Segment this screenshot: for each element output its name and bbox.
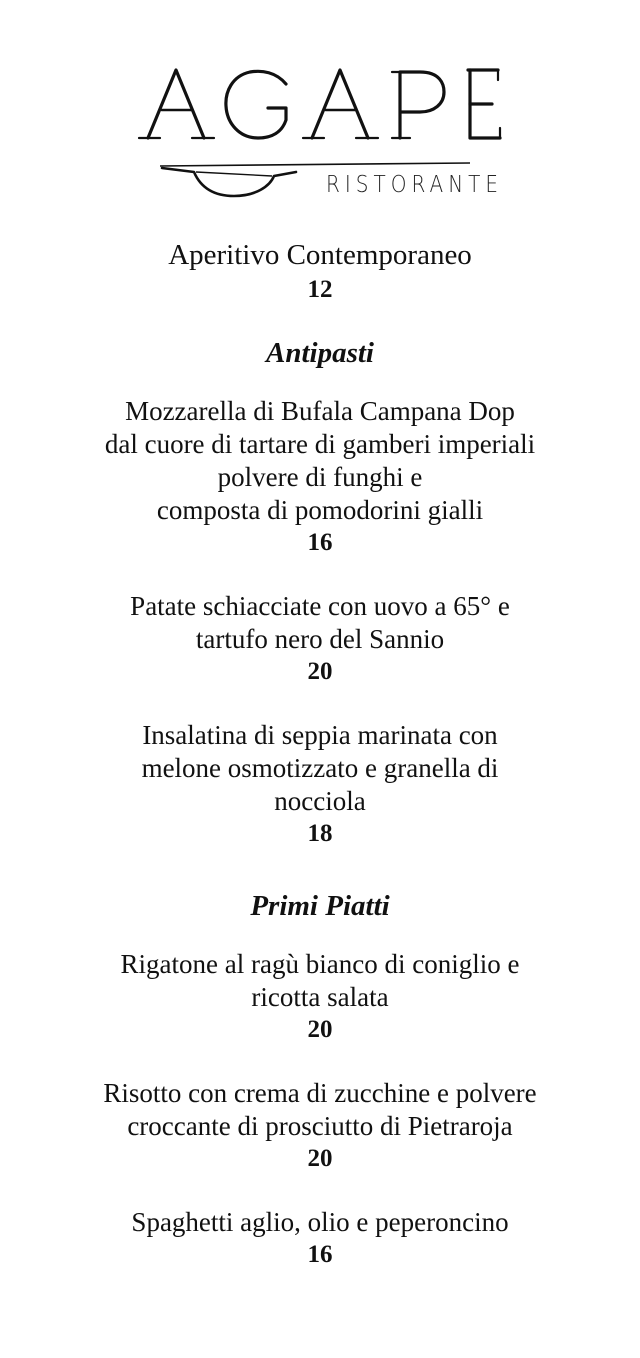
- item-description-line: Spaghetti aglio, olio e peperoncino: [131, 1207, 509, 1237]
- section-title-antipasti: Antipasti: [266, 337, 374, 369]
- item-price: 20: [307, 658, 333, 685]
- menu-item: [0, 395, 640, 559]
- menu-item: [0, 1206, 640, 1271]
- item-description-line: dal cuore di tartare di gamberi imperiali: [104, 429, 536, 459]
- item-price: 16: [307, 1241, 333, 1268]
- item-price: 20: [307, 1145, 333, 1172]
- item-description-line: croccante di prosciutto di Pietraroja: [127, 1111, 513, 1141]
- item-description-line: nocciola: [274, 786, 366, 816]
- menu-item: [0, 948, 640, 1046]
- item-description-line: Patate schiacciate con uovo a 65° e: [130, 591, 510, 621]
- item-description-line: Mozzarella di Bufala Campana Dop: [125, 396, 515, 426]
- item-price: 18: [307, 820, 333, 847]
- menu-item: [0, 719, 640, 850]
- menu-content: [0, 236, 640, 1302]
- item-description-line: composta di pomodorini gialli: [156, 495, 484, 525]
- item-description-line: tartufo nero del Sannio: [195, 624, 445, 654]
- menu-item: [0, 1077, 640, 1175]
- item-description-line: Insalatina di seppia marinata con: [142, 720, 498, 750]
- brand-subtitle: RISTORANTE: [326, 170, 504, 198]
- item-description-line: polvere di funghi e: [217, 462, 423, 492]
- menu-item: [0, 590, 640, 688]
- item-description-line: Risotto con crema di zucchine e polvere: [103, 1078, 537, 1108]
- item-price: 16: [307, 529, 333, 556]
- item-price: 20: [307, 1016, 333, 1043]
- section-title-primi: Primi Piatti: [250, 890, 390, 922]
- agape-logo-mark: [0, 0, 640, 215]
- item-description-line: melone osmotizzato e granella di: [141, 753, 499, 783]
- intro-price: 12: [307, 276, 333, 303]
- intro-item: [0, 236, 640, 306]
- item-description-line: Rigatone al ragù bianco di coniglio e: [120, 949, 520, 979]
- item-description-line: ricotta salata: [251, 982, 389, 1012]
- restaurant-logo: [0, 0, 640, 215]
- intro-name: Aperitivo Contemporaneo: [168, 239, 472, 271]
